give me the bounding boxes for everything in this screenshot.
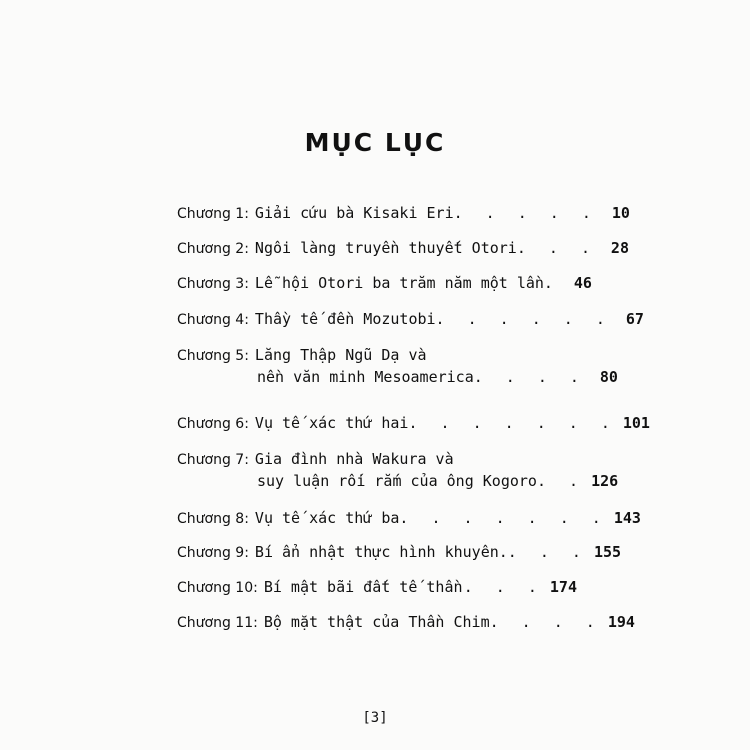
chapter-title: Vụ tế xác thứ hai — [254, 414, 409, 432]
chapter-number: Chương 9: — [177, 545, 249, 561]
dot-leader: . . . . — [473, 368, 586, 386]
chapter-title: Thầy tế đền Mozutobi — [254, 310, 436, 328]
chapter-number: Chương 2: — [177, 241, 249, 257]
chapter-title-continued: nền văn minh Mesoamerica — [257, 368, 474, 386]
toc-entry-6 — [177, 414, 650, 433]
chapter-title: Ngôi làng truyền thuyết Otori — [254, 239, 517, 257]
page-number: 67 — [625, 310, 644, 328]
chapter-title: Lễ hội Otori ba trăm năm một lần — [254, 274, 544, 292]
chapter-number: Chương 11: — [177, 615, 258, 631]
toc-entry-4 — [177, 310, 644, 329]
chapter-title: Bí mật bãi đất tế thần — [263, 578, 463, 596]
page-number: 143 — [613, 509, 641, 527]
chapter-title: Vụ tế xác thứ ba — [254, 509, 400, 527]
chapter-title: Giải cứu bà Kisaki Eri — [254, 204, 454, 222]
toc-entry-1 — [177, 204, 630, 223]
chapter-title-continued: suy luận rối rắm của ông Kogoro — [257, 472, 537, 490]
page-title: MỤC LỤC — [304, 128, 446, 157]
chapter-number: Chương 4: — [177, 312, 249, 328]
toc-entry-9 — [177, 543, 622, 562]
chapter-number: Chương 10: — [177, 580, 258, 596]
dot-leader: . . . . . . . — [399, 509, 608, 527]
chapter-title: Bí ẩn nhật thực hình khuyên. — [254, 543, 508, 561]
page-number: 174 — [549, 578, 577, 596]
page-number: 28 — [610, 239, 629, 257]
toc-entry-10 — [177, 578, 577, 597]
chapter-number: Chương 6: — [177, 416, 249, 432]
page-number: 126 — [591, 472, 619, 490]
page-number: 155 — [593, 543, 622, 561]
toc-entry-3 — [177, 274, 592, 293]
toc-entry-2 — [177, 239, 629, 258]
toc-entry-7 — [177, 450, 619, 490]
chapter-number: Chương 3: — [177, 276, 249, 292]
chapter-title: Lăng Thập Ngũ Dạ và — [254, 346, 427, 364]
chapter-title: Gia đình nhà Wakura và — [254, 450, 454, 468]
dot-leader: . — [543, 274, 560, 292]
page-number: 80 — [599, 368, 618, 386]
dot-leader: . . . — [463, 578, 544, 596]
chapter-number: Chương 7: — [177, 452, 249, 468]
page-number: 101 — [622, 414, 650, 432]
toc-entry-8 — [177, 509, 641, 528]
toc-entry-11 — [177, 613, 635, 632]
dot-leader: . . . . . . — [435, 310, 612, 328]
chapter-number: Chương 5: — [177, 348, 249, 364]
page-number: 10 — [611, 204, 630, 222]
toc-entry-5 — [177, 346, 618, 386]
dot-leader: . . . . — [489, 613, 602, 631]
chapter-number: Chương 8: — [177, 511, 249, 527]
page-number: 46 — [573, 274, 592, 292]
page-footer-number: [3] — [362, 710, 388, 726]
dot-leader: . . . — [516, 239, 597, 257]
dot-leader: . . . . . . . — [408, 414, 617, 432]
dot-leader: . . . — [507, 543, 588, 561]
dot-leader: . . . . . — [453, 204, 598, 222]
chapter-title: Bộ mặt thật của Thần Chim — [263, 613, 490, 631]
page-number: 194 — [607, 613, 635, 631]
chapter-number: Chương 1: — [177, 206, 249, 222]
dot-leader: . . — [536, 472, 586, 490]
